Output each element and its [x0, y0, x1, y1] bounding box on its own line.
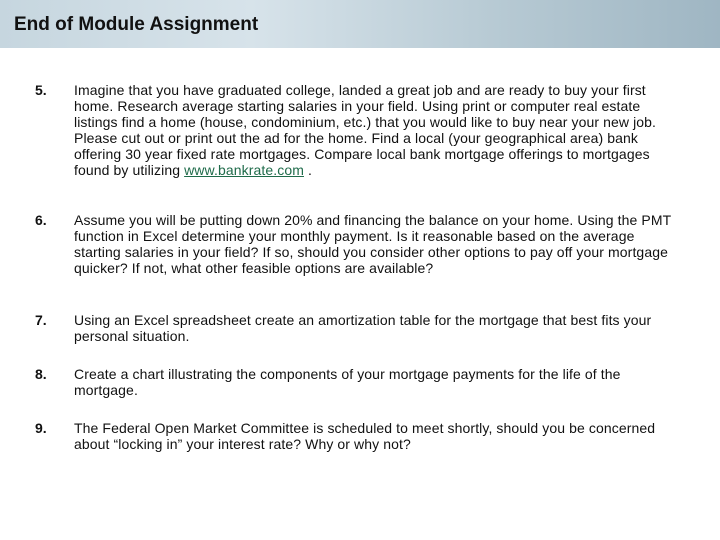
item-number: 8.: [35, 366, 47, 382]
item-number: 9.: [35, 420, 47, 436]
item-number: 7.: [35, 312, 47, 328]
item-text: Using an Excel spreadsheet create an amortization table for the mortgage that best fits your personal situation.: [74, 312, 652, 344]
header-divider: [0, 48, 720, 50]
item-number: 5.: [35, 82, 47, 98]
item-text-after-link: .: [303, 162, 312, 178]
page-title: End of Module Assignment: [14, 14, 259, 35]
item-text: [74, 82, 674, 178]
item-text: Assume you will be putting down 20% and financing the balance on your home. Using the PMT function in Excel determine your monthly payment. Is it reasonable based on the average starting salaries in your field? If so, should you consider other options to pay off your mortgage quicker? If not, what other feasible options are available?: [74, 212, 671, 276]
item-text: Create a chart illustrating the components of your mortgage payments for the life of the mortgage.: [74, 366, 621, 398]
item-number: 6.: [35, 212, 47, 228]
item-text: The Federal Open Market Committee is scheduled to meet shortly, should you be concerned about “locking in” your interest rate? Why or why not?: [74, 420, 656, 452]
item-text-before-link: Imagine that you have graduated college, landed a great job and are ready to buy your first home. Research average starting salaries in your field. Using print or computer real estate listings find a home (house, condominium, etc.) that you would like to buy near your new job. Please cut out or print out the ad for the home. Find a local (your geographical area) bank offering 30 year fixed rate mortgages. Compare local bank mortgage offerings to mortgages found by utilizing: [74, 82, 657, 178]
bankrate-link[interactable]: www.bankrate.com: [184, 162, 304, 178]
header-bar: [0, 0, 720, 48]
